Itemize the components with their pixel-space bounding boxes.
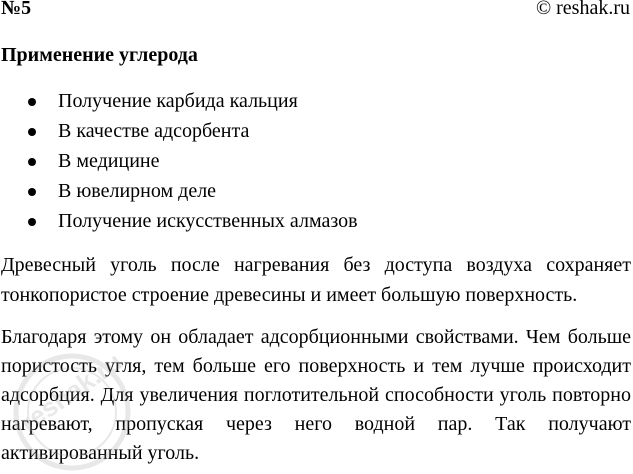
paragraph-adsorption: Благодаря этому он обладает адсорбционными свойствами. Чем больше пористость угля, тем больше его поверхность и тем лучше происходит адсорбция. Для увеличения поглотительной способности уголь повторно нагревают, пропуская через него водной пар. Так получают активированный уголь. bbox=[1, 326, 631, 464]
list-item-text: В медицине bbox=[58, 150, 160, 172]
bullet-icon bbox=[28, 128, 36, 136]
list-item-text: В ювелирном деле bbox=[58, 180, 217, 202]
bullet-icon bbox=[28, 158, 36, 166]
problem-number: №5 bbox=[1, 0, 32, 19]
bullet-icon bbox=[28, 98, 36, 106]
list-item bbox=[0, 116, 358, 146]
bullet-icon bbox=[28, 188, 36, 196]
list-item bbox=[0, 86, 358, 116]
paragraph-charcoal: Древесный уголь после нагревания без доступа воздуха сохраняет тонкопористое строение древесины и имеет большую поверхность. bbox=[1, 254, 631, 306]
uses-list bbox=[0, 86, 358, 236]
bullet-icon bbox=[28, 218, 36, 226]
watermark-text: reshak.ru bbox=[14, 346, 128, 438]
list-item-text: Получение искусственных алмазов bbox=[58, 210, 358, 232]
section-title: Применение углерода bbox=[1, 44, 198, 66]
list-item bbox=[0, 206, 358, 236]
list-item-text: Получение карбида кальция bbox=[58, 90, 298, 112]
header-row bbox=[1, 0, 633, 23]
list-item bbox=[0, 146, 358, 176]
source-credit: © reshak.ru bbox=[535, 0, 630, 19]
list-item-text: В качестве адсорбента bbox=[58, 120, 250, 142]
list-item bbox=[0, 176, 358, 206]
